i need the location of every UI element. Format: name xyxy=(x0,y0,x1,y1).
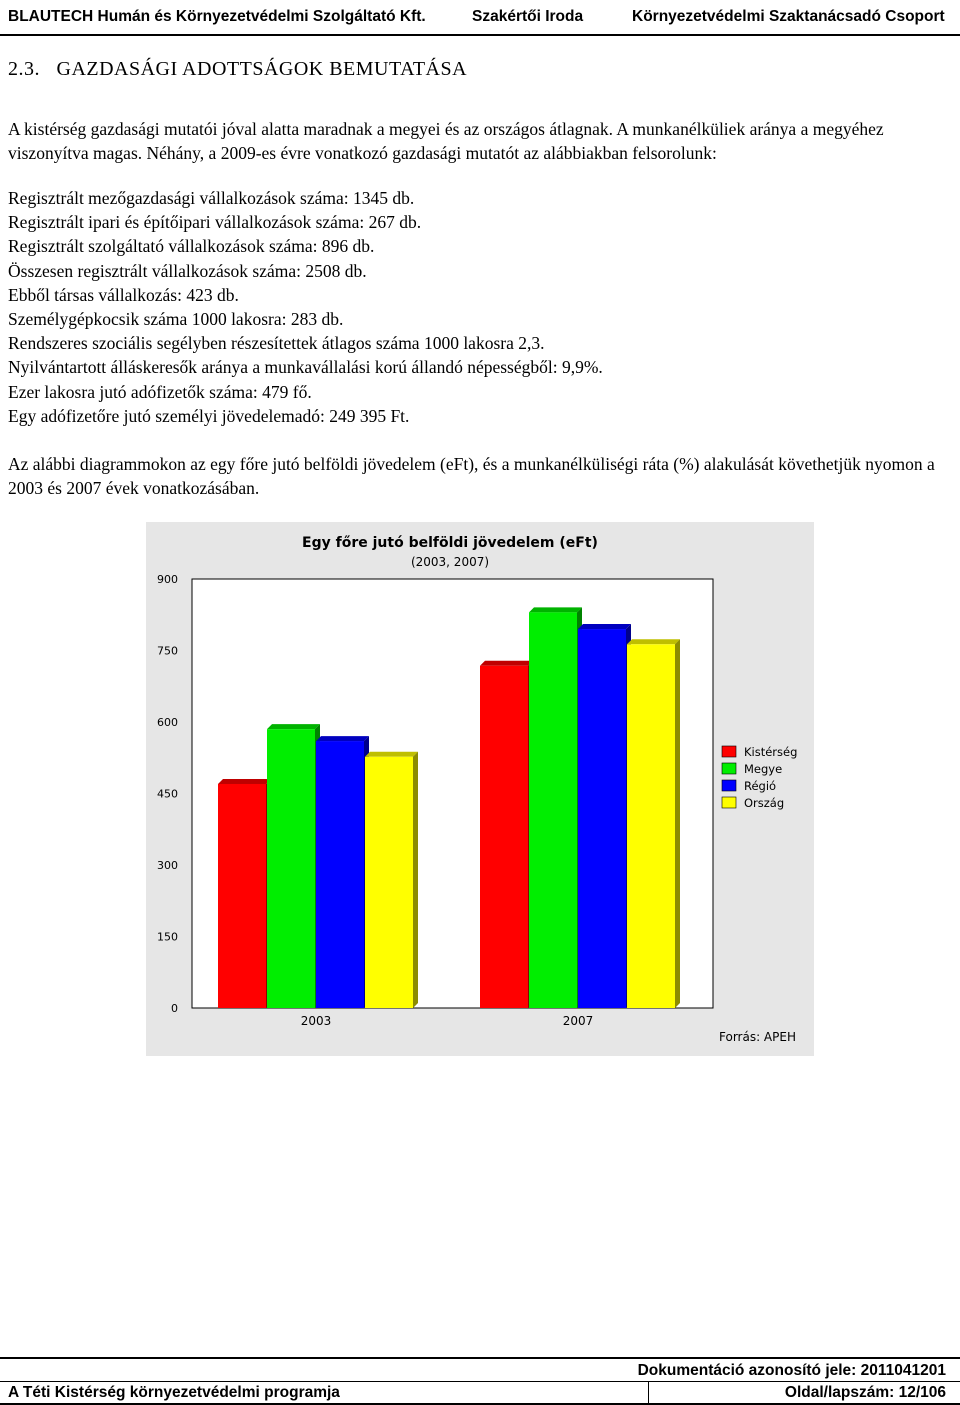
chart-title: Egy főre jutó belföldi jövedelem (eFt) xyxy=(302,535,598,551)
footer-divider xyxy=(648,1382,649,1403)
bar-top-face xyxy=(480,661,533,666)
bar-top-face xyxy=(365,752,418,757)
bar-side-face xyxy=(413,752,418,1008)
header-rule xyxy=(0,34,960,36)
bar-top-face xyxy=(218,779,271,784)
income-chart xyxy=(146,522,814,1056)
section-number: 2.3. xyxy=(8,58,40,80)
y-tick-label: 900 xyxy=(157,573,178,586)
legend-swatch xyxy=(722,797,736,808)
indicator-list xyxy=(8,186,603,428)
y-tick-label: 600 xyxy=(157,716,178,729)
chart-subtitle: (2003, 2007) xyxy=(410,555,490,569)
bar-top-face xyxy=(529,607,582,612)
legend-label: Régió xyxy=(744,779,777,793)
x-tick-label: 2003 xyxy=(300,1014,332,1028)
bar-megye-2007 xyxy=(529,612,577,1008)
y-tick-label: 750 xyxy=(157,644,178,658)
bar-kistérség-2003 xyxy=(218,784,266,1008)
legend-swatch xyxy=(722,746,736,757)
bar-top-face xyxy=(578,624,631,629)
bar-side-face xyxy=(675,639,680,1008)
bar-régió-2007 xyxy=(578,629,626,1008)
footer-program: A Téti Kistérség környezetvédelmi programja xyxy=(8,1384,340,1401)
indicator-item: Ezer lakosra jutó adófizetők száma: 479 fő. xyxy=(8,381,312,402)
section-title-text: GAZDASÁGI ADOTTSÁGOK BEMUTATÁSA xyxy=(56,58,468,80)
indicator-item: Egy adófizetőre jutó személyi jövedelemadó: 249 395 Ft. xyxy=(8,405,410,426)
legend-label: Megye xyxy=(744,762,783,776)
bar-régió-2003 xyxy=(316,741,364,1008)
chart-intro-paragraph: Az alábbi diagrammokon az egy főre jutó belföldi jövedelem (eFt), és a munkanélküliségi ráta (%) alakulását követhetjük nyomon a 2003 és 2007 évek vonatkozásában. xyxy=(8,454,935,498)
legend-label: Kistérség xyxy=(744,745,798,759)
header-office: Szakértői Iroda xyxy=(472,8,584,25)
footer-program-row xyxy=(0,1381,960,1405)
section-title xyxy=(8,58,467,81)
bar-ország-2003 xyxy=(365,757,413,1008)
bar-top-face xyxy=(316,736,369,741)
header-group: Környezetvédelmi Szaktanácsadó Csoport xyxy=(632,8,945,25)
indicator-item: Regisztrált ipari és építőipari vállalkozások száma: 267 db. xyxy=(8,212,422,233)
bar-kistérség-2007 xyxy=(480,666,528,1008)
legend-label: Ország xyxy=(744,796,785,810)
bar-top-face xyxy=(627,639,680,644)
bar-top-face xyxy=(267,724,320,729)
legend-swatch xyxy=(722,763,736,774)
chart-source: Forrás: APEH xyxy=(719,1030,796,1044)
bar-megye-2003 xyxy=(267,729,315,1008)
x-tick-label: 2007 xyxy=(562,1014,594,1028)
header-company: BLAUTECH Humán és Környezetvédelmi Szolgáltató Kft. xyxy=(8,8,426,25)
indicator-item: Összesen regisztrált vállalkozások száma: 2508 db. xyxy=(8,260,367,281)
indicator-item: Személygépkocsik száma 1000 lakosra: 283 db. xyxy=(8,309,344,330)
footer-page: Oldal/lapszám: 12/106 xyxy=(784,1384,946,1401)
y-tick-label: 150 xyxy=(157,930,178,944)
y-tick-label: 0 xyxy=(171,1002,178,1015)
chart-canvas xyxy=(146,522,814,1056)
intro-paragraph: A kistérség gazdasági mutatói jóval alatta maradnak a megyei és az országos átlagnak. A munkanélküliek aránya a megyéhez viszonyítva magas. Néhány, a 2009-es évre vonatkozó gazdasági mutatót az alábbiakban felsorolunk: xyxy=(8,119,884,163)
footer-doc-row xyxy=(0,1357,960,1383)
y-tick-label: 450 xyxy=(157,787,178,801)
page-header xyxy=(0,0,960,34)
indicator-item: Ebből társas vállalkozás: 423 db. xyxy=(8,284,239,305)
bar-ország-2007 xyxy=(627,644,675,1008)
indicator-item: Nyilvántartott álláskeresők aránya a munkavállalási korú állandó népességből: 9,9%. xyxy=(8,357,603,378)
legend-swatch xyxy=(722,780,736,791)
indicator-item: Regisztrált mezőgazdasági vállalkozások száma: 1345 db. xyxy=(8,188,415,208)
indicator-item: Rendszeres szociális segélyben részesítettek átlagos száma 1000 lakosra 2,3. xyxy=(8,333,545,354)
y-tick-label: 300 xyxy=(157,859,178,872)
footer-doc-id: Dokumentáció azonosító jele: 2011041201 xyxy=(637,1362,946,1379)
indicator-item: Regisztrált szolgáltató vállalkozások száma: 896 db. xyxy=(8,236,375,257)
